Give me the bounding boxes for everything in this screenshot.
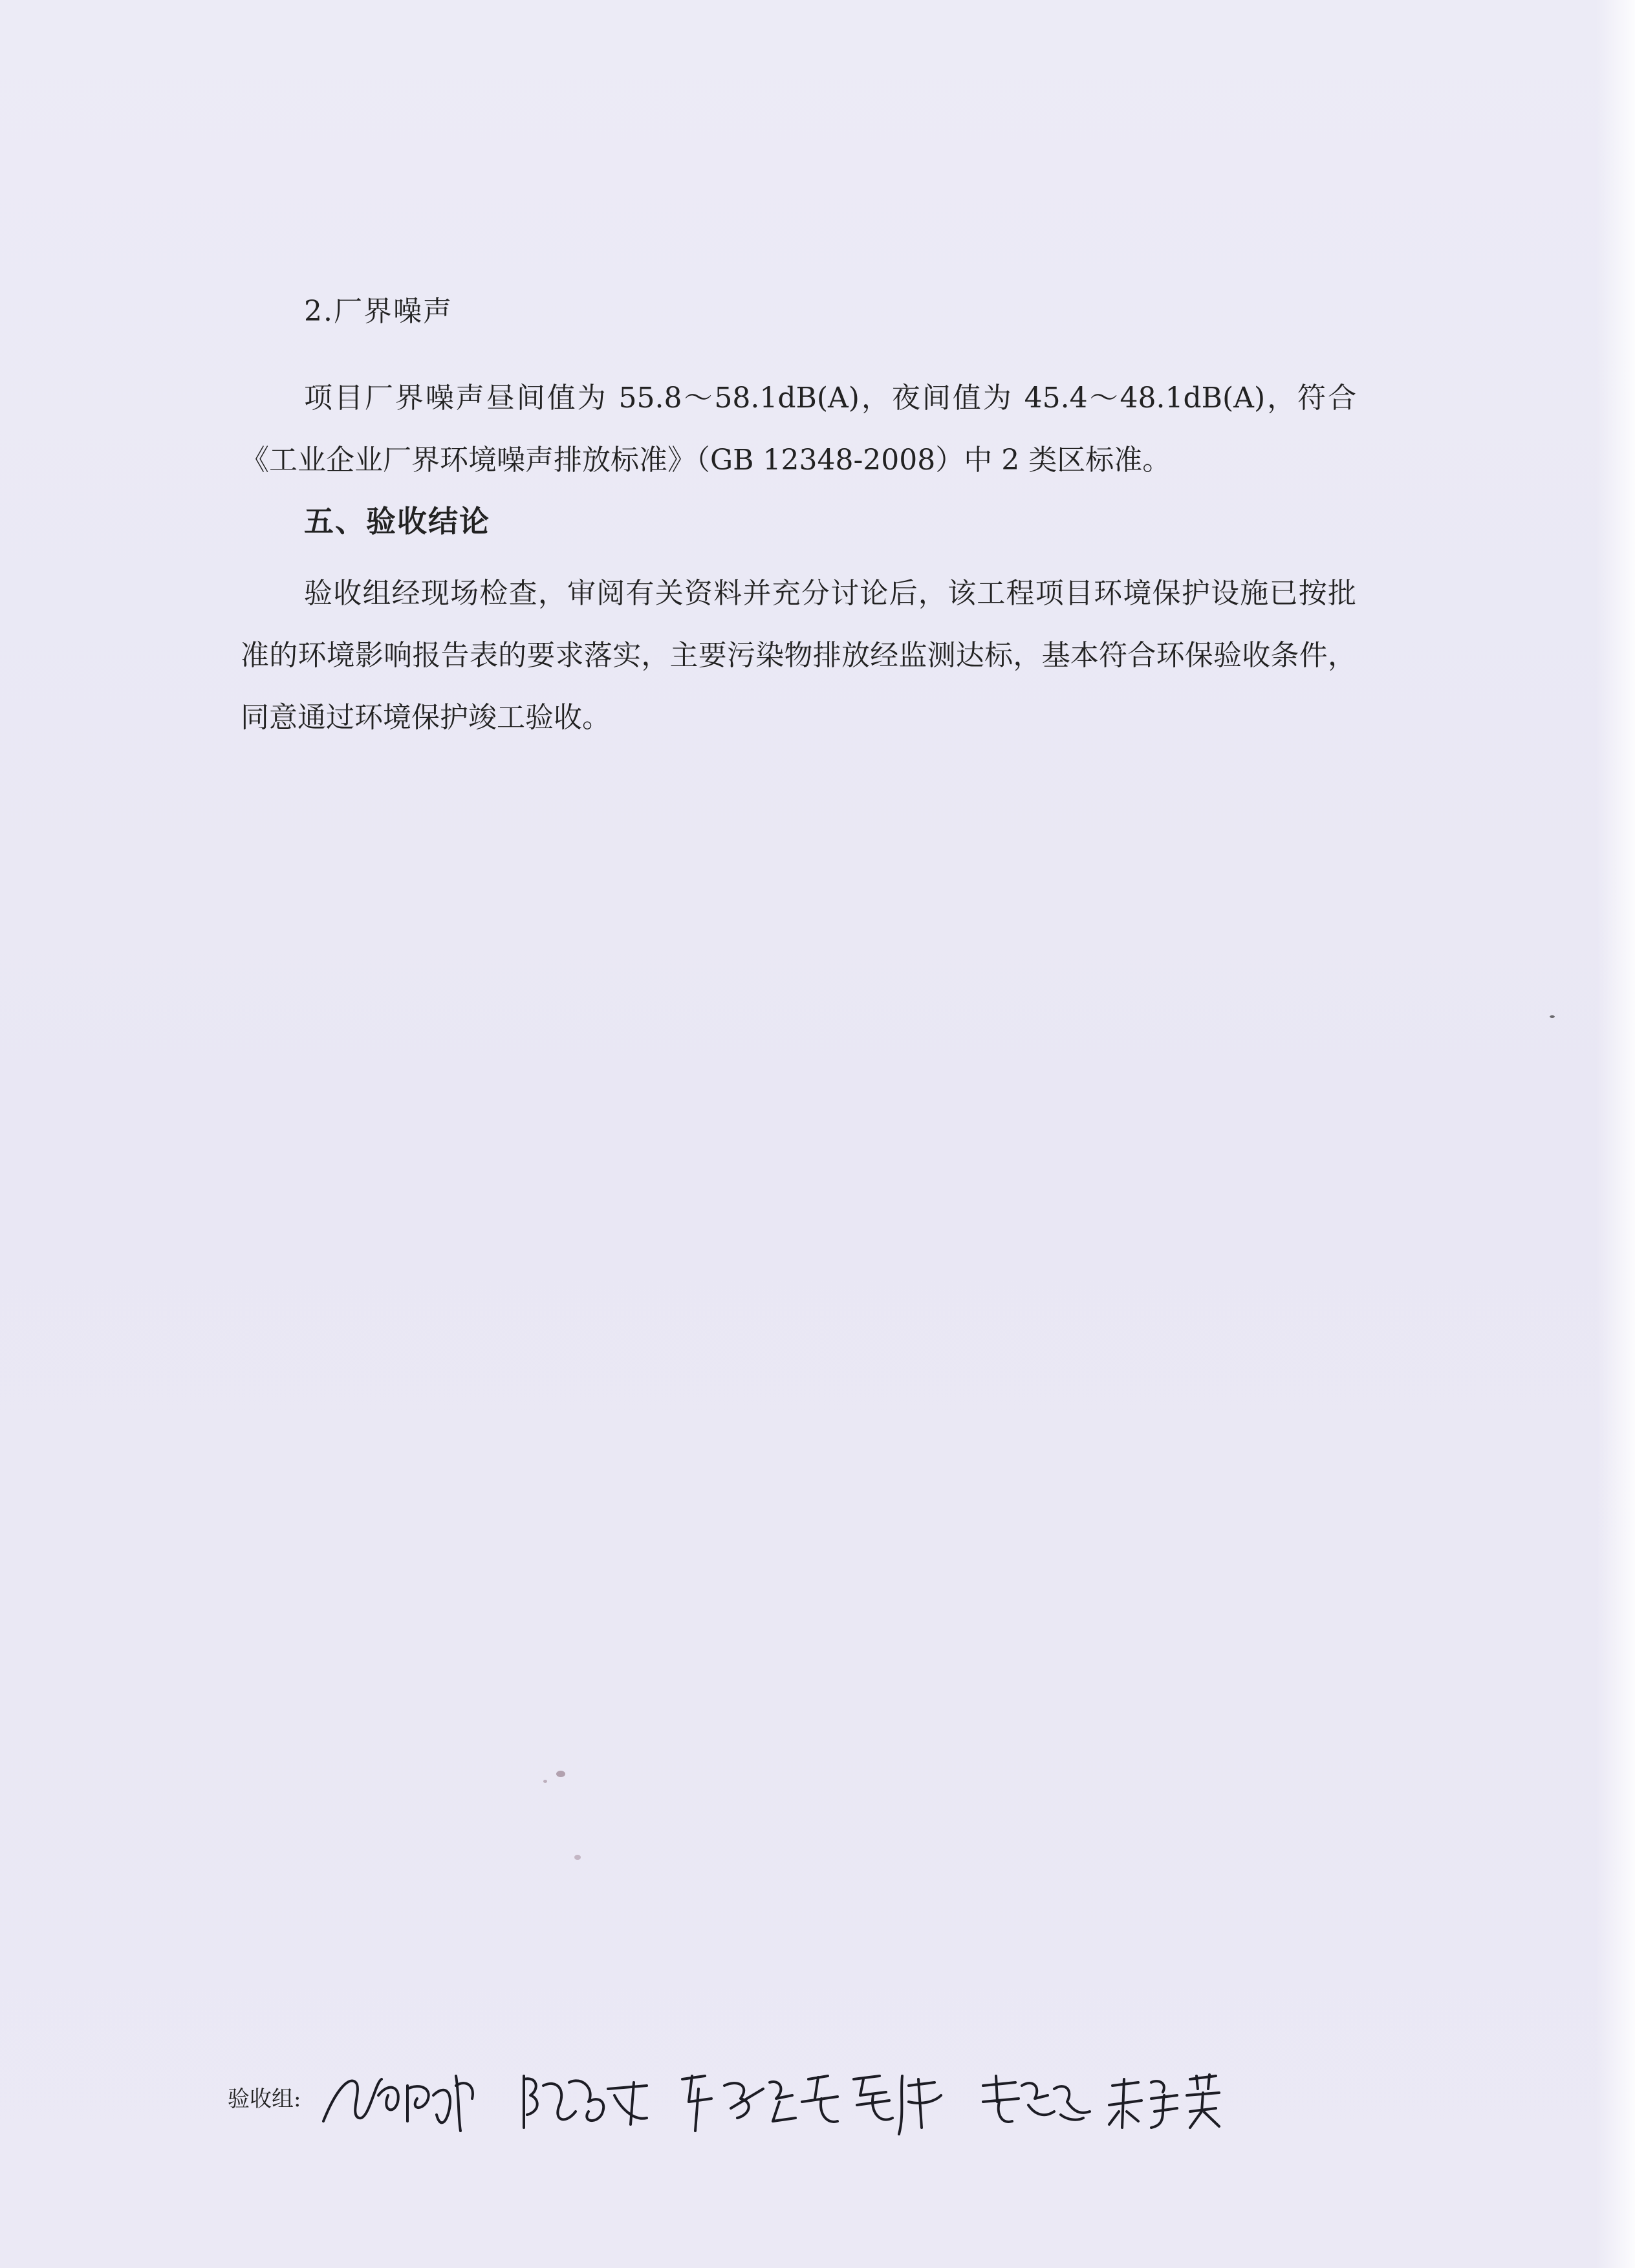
signature-1 [323, 2076, 473, 2131]
scan-speck [1550, 1015, 1555, 1018]
signature-row [228, 2050, 1359, 2141]
signature-3 [682, 2076, 838, 2131]
handwritten-signatures [310, 2050, 1371, 2141]
section-2-heading: 2.厂界噪声 [304, 295, 453, 328]
scan-speck [543, 1780, 547, 1783]
signature-4 [854, 2076, 941, 2134]
signature-label: 验收组: [228, 2086, 301, 2112]
scan-edge [1596, 0, 1635, 2268]
section-2-body: 项目厂界噪声昼间值为 55.8～58.1dB(A)，夜间值为 45.4～48.1dB(A)，符合《工业企业厂界环境噪声排放标准》（GB 12348-2008）中 2 类区标准。 [241, 382, 1356, 477]
scan-speck [556, 1771, 565, 1777]
scan-speck [574, 1855, 581, 1860]
signature-2 [524, 2076, 647, 2128]
signature-6 [1109, 2075, 1219, 2128]
section-5-body: 验收组经现场检查，审阅有关资料并充分讨论后，该工程项目环境保护设施已按批准的环境影响报告表的要求落实，主要污染物排放经监测达标，基本符合环保验收条件，同意通过环境保护竣工验收。 [241, 577, 1356, 734]
signature-5 [983, 2076, 1090, 2122]
section-5-heading: 五、验收结论 [304, 504, 490, 539]
